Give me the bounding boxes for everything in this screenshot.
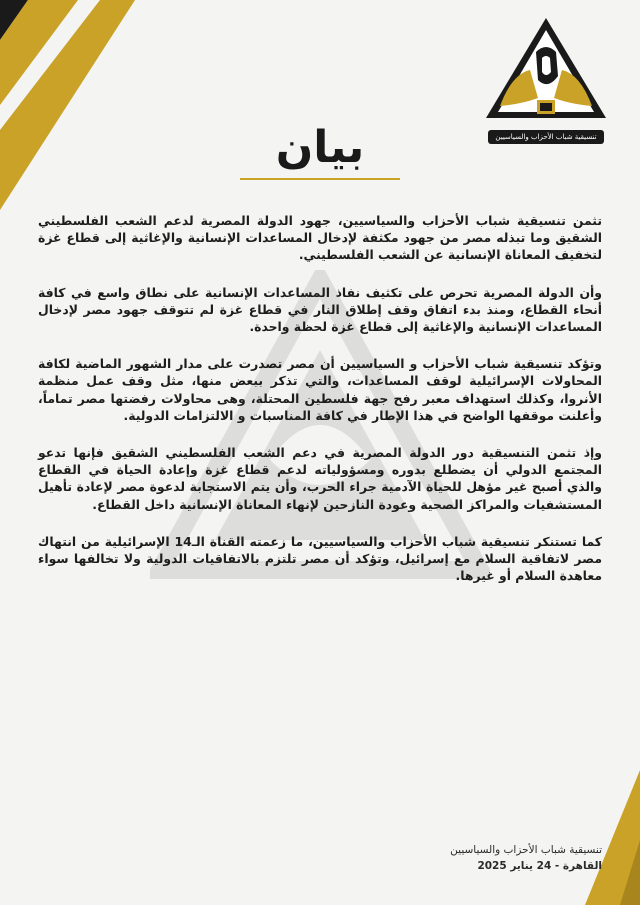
paragraph-1: تثمن تنسيقية شباب الأحزاب والسياسيين، جهود الدولة المصرية لدعم الشعب الفلسطيني الشقيق وما تبذله مصر من جهود مكثفة لإدخال المساعدات الإنسانية والإغاثية إلى قطاع غزة لتخفيف المعاناة الإنسانية عن الشعب الفلسطيني. bbox=[38, 213, 602, 263]
gold-corner-decoration-bottom-right bbox=[545, 770, 640, 905]
paragraph-4: وإذ تثمن التنسيقية دور الدولة المصرية في دعم الشعب الفلسطيني الشقيق فإنها تدعو المجتمع الدولي أن يضطلع بدوره ومسؤولياته لدعم قطاع غزة وإعادة الحياة في القطاع والذي أصبح غير مؤهل للحياة الآدمية جراء الحرب، وأن يتم الاستجابة لدعوة مصر لإعادة تأهيل المستشفيات والمراكز الصحية وعودة النازحين لإنهاء المعاناة الإنسانية داخل القطاع. bbox=[38, 445, 602, 512]
statement-body bbox=[38, 212, 602, 604]
statement-footer bbox=[38, 842, 602, 874]
footer-signature: تنسيقية شباب الأحزاب والسياسيين bbox=[450, 844, 602, 856]
title-underline bbox=[240, 178, 400, 180]
paragraph-5: كما تستنكر تنسيقية شباب الأحزاب والسياسيين، ما زعمته القناة الـ14 الإسرائيلية من انتهاك مصر لاتفاقية السلام مع إسرائيل، وتؤكد أن مصر تلتزم بالاتفاقيات الدولية ولا تخالفها سواء معاهدة السلام أو غيرها. bbox=[38, 533, 602, 584]
coordination-logo-icon bbox=[482, 14, 610, 144]
logo-caption: تنسيقية شباب الأحزاب والسياسيين bbox=[488, 130, 604, 144]
paragraph-2: وأن الدولة المصرية تحرص على تكثيف نفاذ المساعدات الإنسانية على نطاق واسع في كافة أنحاء القطاع، ومنذ بدء اتفاق وقف إطلاق النار في قطاع غزة لم تتوقف جهود مصر لإدخال المساعدات الإنسانية والإغاثية إلى قطاع غزة لحظة واحدة. bbox=[38, 284, 602, 335]
page-title: بيان bbox=[275, 122, 365, 173]
footer-place-date: القاهرة - 24 يناير 2025 bbox=[477, 860, 602, 872]
gold-corner-decoration-top-left bbox=[0, 0, 135, 210]
paragraph-3: وتؤكد تنسيقية شباب الأحزاب و السياسيين أن مصر تصدرت على مدار الشهور الماضية لكافة المحاولات الإسرائيلية لوقف المساعدات، والتي تذكر ببعض منها، مثل وقف عمل منظمة الأنروا، وكذلك استهداف معبر رفح جهة فلسطين المحتلة، وهى محاولات رفضتها مصر تماماً، وأعلنت موقفها الواضح في هذا الإطار في كافة المناسبات و الالتزامات الدولية. bbox=[38, 356, 602, 423]
